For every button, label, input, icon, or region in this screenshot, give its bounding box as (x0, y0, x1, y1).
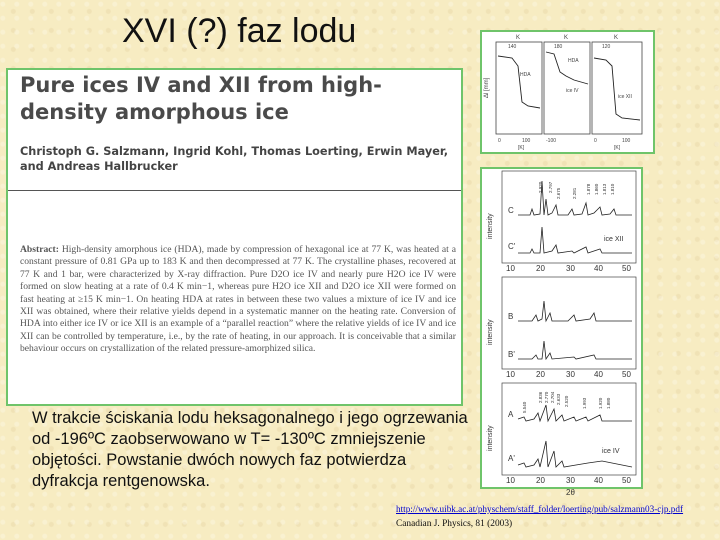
xrd-tick-c-10: 10 (506, 264, 515, 273)
top-tick-2: 180 (554, 44, 563, 50)
xrd-peak-a-8: 1.920 (598, 397, 603, 409)
xrd-peak-a-4: 2.704 (550, 391, 555, 403)
xrd-ylabel-a: intensity (487, 425, 494, 451)
source-link[interactable]: http://www.uibk.ac.at/physchem/staff_folder/loerting/pub/salzmann03-cjp.pdf (396, 504, 684, 514)
xrd-tick-c-30: 30 (566, 264, 575, 273)
xrd-peak-c-6: 1.860 (594, 183, 599, 195)
paper-title: Pure ices IV and XII from high-density amorphous ice (20, 73, 382, 124)
abstract-text: High-density amorphous ice (HDA), made by compression of hexagonal ice at 77 K, was heated at a constant pressure of 0.81 GPa up to 183 K and then decompressed at 77 K. The crystalline phases, recovered at 77 K and 1 bar, were characterized by X-ray diffraction. Pure D2O ice IV and nearly pure H2O ice IV were formed on slow heating at a rate of 0.4 K min−1, whereas pure H2O ice XII and D2O ice XII were formed on fast heating at ≥15 K min−1. On heating HDA at rates in between these two values a mixture of ice IV and ice XII was obtained, where their relative yields depend in a systematic manner on the heating rate. Conversion of HDA into either ice IV or ice XII is an example of a “parallel reaction” where the relative yields of ice IV and ice XII can be controlled by temperature, i.e., by the rate of heating, in our approach. It is conceivable that a similar behaviour occurs on crystallization of the related pressure-amorphized silica. (20, 244, 456, 355)
xrd-tick-a-10: 10 (506, 476, 515, 485)
source-citation: Canadian J. Physics, 81 (2003) (396, 519, 513, 529)
xrd-tick-a-20: 20 (536, 476, 545, 485)
xrd-ylabel-c: intensity (487, 213, 494, 239)
xrd-peak-a-1: 5.540 (522, 401, 527, 413)
xrd-tick-a-30: 30 (566, 476, 575, 485)
xrd-tick-c-20: 20 (536, 264, 545, 273)
annotation-ice-iv: ice IV (566, 88, 579, 94)
xrd-peak-c-1: 2.920 (538, 181, 543, 193)
xrd-peak-a-9: 1.880 (606, 397, 611, 409)
dilatometry-ylabel: Δl [mm] (484, 77, 490, 98)
xrd-peak-a-6: 2.520 (564, 395, 569, 407)
xrd-tick-a-50: 50 (622, 476, 631, 485)
xrd-plot (482, 169, 641, 487)
paper-authors: Christoph G. Salzmann, Ingrid Kohl, Thomas Loerting, Erwin Mayer, and Andreas Hallbrucker (20, 145, 449, 173)
top-tick-1: 140 (508, 44, 517, 50)
xrd-frame-a (502, 383, 636, 475)
xrd-frame-c (502, 171, 636, 263)
xrd-tick-b-30: 30 (566, 370, 575, 379)
xrd-peak-c-8: 1.810 (610, 183, 615, 195)
slide-title: XVI (?) faz lodu (122, 12, 357, 50)
xrd-peak-c-3: 2.675 (556, 187, 561, 199)
panel-frame-1 (496, 42, 542, 134)
xrd-peak-a-7: 1.993 (582, 397, 587, 409)
bottom-tick-3: -100 (546, 138, 557, 144)
xrd-tick-b-10: 10 (506, 370, 515, 379)
curve-1 (498, 56, 540, 108)
bottom-tick-4: 0 (594, 138, 597, 144)
xrd-peak-a-3: 2.770 (544, 391, 549, 403)
xrd-phase-xii: ice XII (604, 236, 624, 243)
xrd-peak-c-2: 2.797 (548, 181, 553, 193)
xrd-label-b-prime: B' (508, 350, 515, 359)
annotation-hda-1: HDA (520, 72, 531, 78)
xrd-frame-b (502, 277, 636, 369)
xrd-peak-a-2: 2.836 (538, 391, 543, 403)
paper-divider (8, 190, 463, 191)
curve-2 (546, 52, 588, 84)
xrd-tick-c-50: 50 (622, 264, 631, 273)
xrd-phase-iv: ice IV (602, 448, 620, 455)
xrd-label-a-prime: A' (508, 454, 515, 463)
xrd-peak-c-5: 1.878 (586, 183, 591, 195)
curve-3 (594, 58, 640, 120)
bottom-unit-2: [K] (614, 145, 621, 151)
xrd-peak-c-7: 1.813 (602, 183, 607, 195)
paper-excerpt (6, 68, 463, 406)
xrd-trace-b (518, 301, 632, 321)
xrd-tick-b-50: 50 (622, 370, 631, 379)
bottom-unit-1: [K] (518, 145, 525, 151)
dilatometry-plot (482, 32, 653, 152)
panel-unit-3: K (614, 35, 619, 41)
xrd-label-b: B (508, 312, 514, 321)
xrd-tick-b-20: 20 (536, 370, 545, 379)
xrd-trace-b-prime (518, 341, 632, 359)
paper-abstract (20, 244, 456, 356)
bottom-tick-1: 0 (498, 138, 501, 144)
top-tick-3: 120 (602, 44, 611, 50)
xrd-xlabel: 2θ (566, 488, 575, 497)
annotation-ice-xii: ice XII (618, 94, 632, 100)
panel-frame-3 (592, 42, 642, 134)
xrd-tick-c-40: 40 (594, 264, 603, 273)
abstract-label: Abstract: (20, 244, 59, 255)
xrd-peak-a-5: 2.633 (556, 393, 561, 405)
xrd-tick-b-40: 40 (594, 370, 603, 379)
xrd-ylabel-b: intensity (487, 319, 494, 345)
xrd-figure (480, 167, 643, 489)
annotation-hda-2: HDA (568, 58, 579, 64)
xrd-label-a: A (508, 410, 514, 419)
xrd-label-c-prime: C' (508, 242, 516, 251)
panel-unit-1: K (516, 35, 521, 41)
panel-unit-2: K (564, 35, 569, 41)
xrd-trace-a (518, 405, 632, 421)
xrd-label-c: C (508, 206, 514, 215)
xrd-peak-c-4: 2.281 (572, 187, 577, 199)
dilatometry-figure (480, 30, 655, 154)
bottom-tick-2: 100 (522, 138, 531, 144)
xrd-tick-a-40: 40 (594, 476, 603, 485)
bottom-tick-5: 100 (622, 138, 631, 144)
slide-caption: W trakcie ściskania lodu heksagonalnego i jego ogrzewania od -196ºC zaobserwowano w T= -130ºC zmniejszenie objętości. Powstanie dwóch nowych faz potwierdza dyfrakcja rentgenowska. (32, 409, 468, 490)
